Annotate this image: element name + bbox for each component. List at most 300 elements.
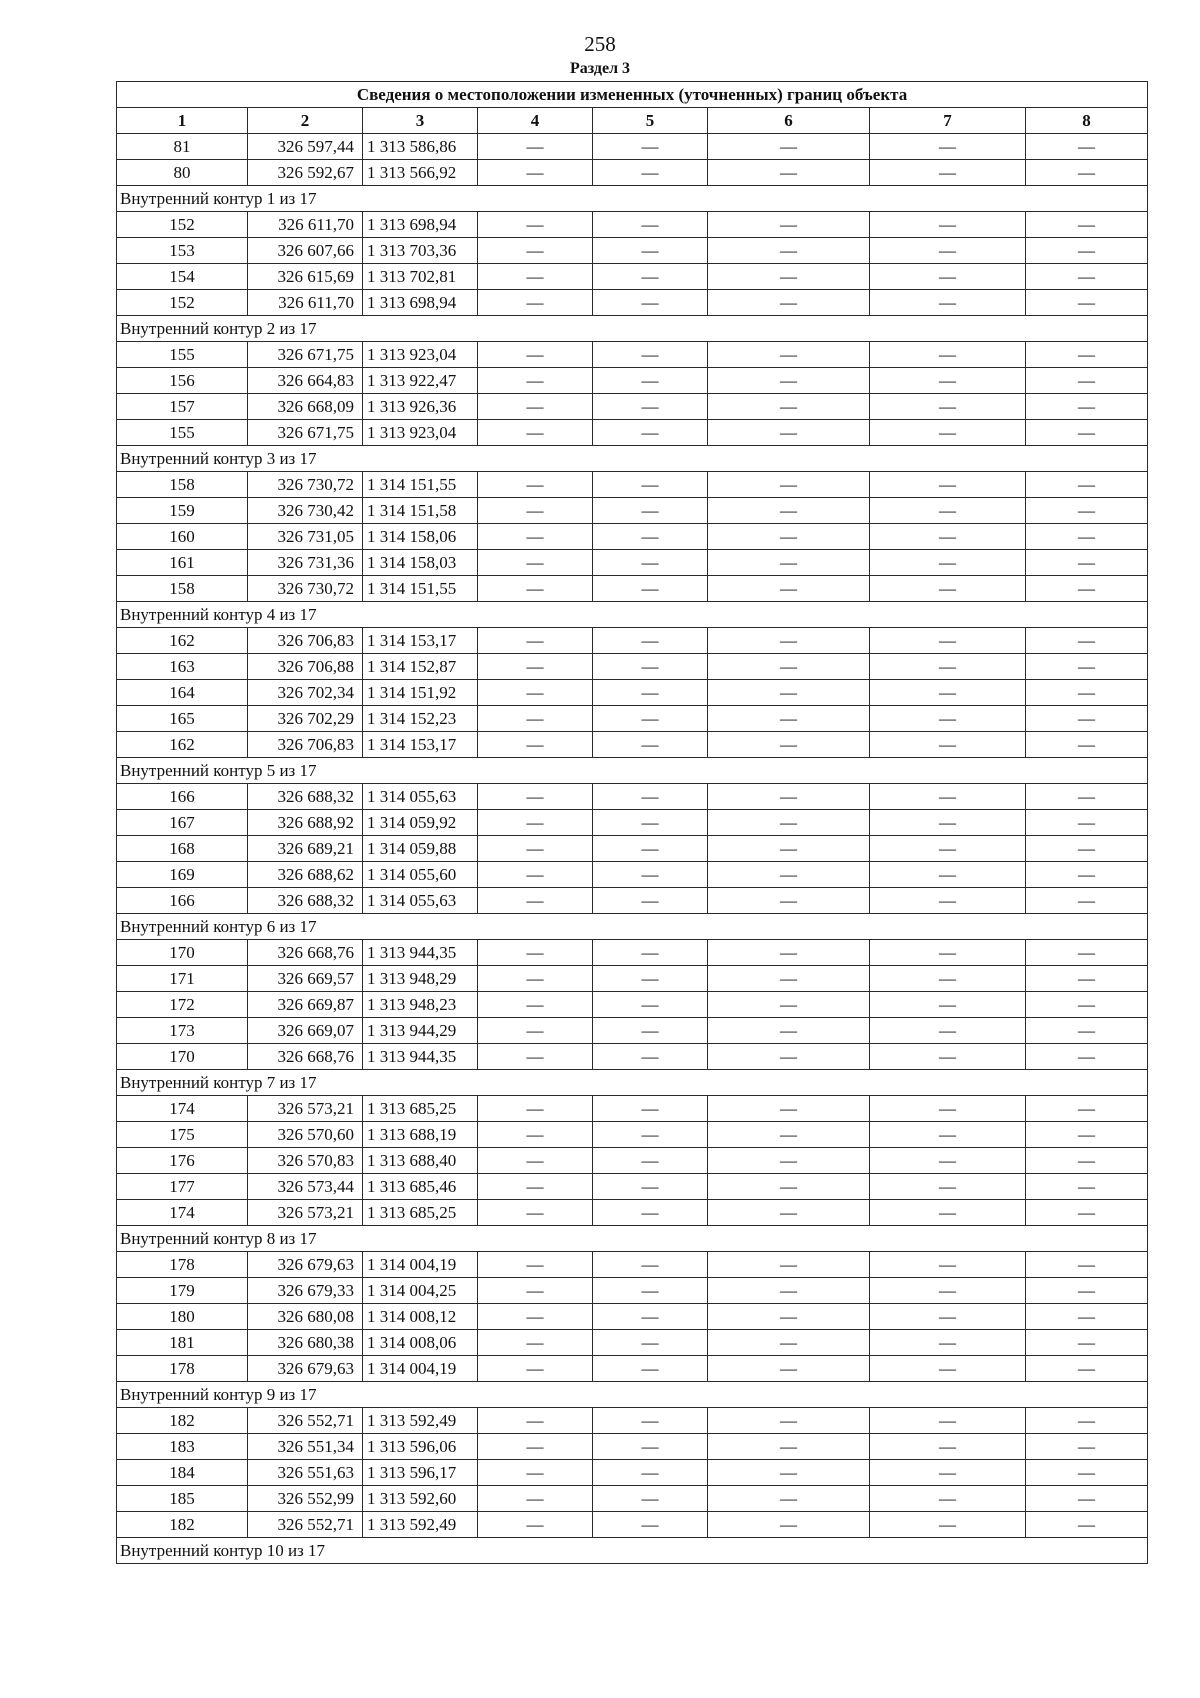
contour-label: Внутренний контур 4 из 17 bbox=[117, 602, 1148, 628]
x-coordinate: 326 611,70 bbox=[248, 290, 363, 316]
table-row bbox=[117, 1096, 1148, 1122]
table-row bbox=[117, 1356, 1148, 1382]
empty-cell: — bbox=[478, 1278, 593, 1304]
table-row bbox=[117, 212, 1148, 238]
empty-cell: — bbox=[593, 1200, 708, 1226]
point-number: 161 bbox=[117, 550, 248, 576]
empty-cell: — bbox=[478, 680, 593, 706]
empty-cell: — bbox=[593, 212, 708, 238]
point-number: 154 bbox=[117, 264, 248, 290]
point-number: 152 bbox=[117, 290, 248, 316]
empty-cell: — bbox=[593, 1044, 708, 1070]
y-coordinate: 1 313 702,81 bbox=[363, 264, 478, 290]
empty-cell: — bbox=[1026, 160, 1148, 186]
empty-cell: — bbox=[593, 550, 708, 576]
empty-cell: — bbox=[870, 472, 1026, 498]
table-row bbox=[117, 1486, 1148, 1512]
empty-cell: — bbox=[478, 1148, 593, 1174]
empty-cell: — bbox=[708, 1460, 870, 1486]
x-coordinate: 326 669,07 bbox=[248, 1018, 363, 1044]
empty-cell: — bbox=[478, 394, 593, 420]
point-number: 181 bbox=[117, 1330, 248, 1356]
point-number: 174 bbox=[117, 1096, 248, 1122]
empty-cell: — bbox=[708, 524, 870, 550]
empty-cell: — bbox=[708, 810, 870, 836]
empty-cell: — bbox=[593, 680, 708, 706]
point-number: 157 bbox=[117, 394, 248, 420]
empty-cell: — bbox=[1026, 784, 1148, 810]
empty-cell: — bbox=[593, 1096, 708, 1122]
empty-cell: — bbox=[870, 524, 1026, 550]
table-row bbox=[117, 134, 1148, 160]
empty-cell: — bbox=[1026, 420, 1148, 446]
point-number: 172 bbox=[117, 992, 248, 1018]
table-row bbox=[117, 1434, 1148, 1460]
empty-cell: — bbox=[870, 992, 1026, 1018]
empty-cell: — bbox=[1026, 1044, 1148, 1070]
empty-cell: — bbox=[478, 1096, 593, 1122]
x-coordinate: 326 680,08 bbox=[248, 1304, 363, 1330]
empty-cell: — bbox=[708, 368, 870, 394]
empty-cell: — bbox=[708, 394, 870, 420]
point-number: 170 bbox=[117, 940, 248, 966]
contour-label: Внутренний контур 2 из 17 bbox=[117, 316, 1148, 342]
contour-label: Внутренний контур 9 из 17 bbox=[117, 1382, 1148, 1408]
empty-cell: — bbox=[593, 134, 708, 160]
empty-cell: — bbox=[708, 862, 870, 888]
contour-header-row bbox=[117, 1382, 1148, 1408]
empty-cell: — bbox=[708, 1200, 870, 1226]
empty-cell: — bbox=[593, 732, 708, 758]
table-row bbox=[117, 1044, 1148, 1070]
empty-cell: — bbox=[708, 550, 870, 576]
x-coordinate: 326 706,88 bbox=[248, 654, 363, 680]
empty-cell: — bbox=[708, 290, 870, 316]
empty-cell: — bbox=[593, 472, 708, 498]
empty-cell: — bbox=[593, 420, 708, 446]
table-row bbox=[117, 836, 1148, 862]
empty-cell: — bbox=[708, 1174, 870, 1200]
empty-cell: — bbox=[593, 1148, 708, 1174]
empty-cell: — bbox=[1026, 810, 1148, 836]
empty-cell: — bbox=[593, 654, 708, 680]
empty-cell: — bbox=[1026, 1434, 1148, 1460]
table-row bbox=[117, 472, 1148, 498]
empty-cell: — bbox=[1026, 1304, 1148, 1330]
empty-cell: — bbox=[593, 238, 708, 264]
empty-cell: — bbox=[478, 1330, 593, 1356]
contour-label: Внутренний контур 5 из 17 bbox=[117, 758, 1148, 784]
y-coordinate: 1 313 596,06 bbox=[363, 1434, 478, 1460]
x-coordinate: 326 702,29 bbox=[248, 706, 363, 732]
point-number: 167 bbox=[117, 810, 248, 836]
empty-cell: — bbox=[478, 836, 593, 862]
empty-cell: — bbox=[708, 1304, 870, 1330]
table-row bbox=[117, 368, 1148, 394]
empty-cell: — bbox=[870, 1148, 1026, 1174]
empty-cell: — bbox=[870, 1096, 1026, 1122]
x-coordinate: 326 730,42 bbox=[248, 498, 363, 524]
y-coordinate: 1 314 059,92 bbox=[363, 810, 478, 836]
empty-cell: — bbox=[870, 1434, 1026, 1460]
empty-cell: — bbox=[478, 576, 593, 602]
empty-cell: — bbox=[708, 342, 870, 368]
point-number: 166 bbox=[117, 888, 248, 914]
point-number: 152 bbox=[117, 212, 248, 238]
empty-cell: — bbox=[1026, 1356, 1148, 1382]
y-coordinate: 1 313 698,94 bbox=[363, 290, 478, 316]
empty-cell: — bbox=[478, 238, 593, 264]
point-number: 155 bbox=[117, 342, 248, 368]
empty-cell: — bbox=[478, 212, 593, 238]
table-row bbox=[117, 706, 1148, 732]
table-row bbox=[117, 524, 1148, 550]
empty-cell: — bbox=[593, 1460, 708, 1486]
y-coordinate: 1 313 688,19 bbox=[363, 1122, 478, 1148]
y-coordinate: 1 313 688,40 bbox=[363, 1148, 478, 1174]
empty-cell: — bbox=[1026, 576, 1148, 602]
empty-cell: — bbox=[870, 290, 1026, 316]
x-coordinate: 326 679,63 bbox=[248, 1252, 363, 1278]
empty-cell: — bbox=[478, 1018, 593, 1044]
empty-cell: — bbox=[478, 524, 593, 550]
empty-cell: — bbox=[593, 342, 708, 368]
y-coordinate: 1 314 151,92 bbox=[363, 680, 478, 706]
empty-cell: — bbox=[1026, 290, 1148, 316]
empty-cell: — bbox=[708, 472, 870, 498]
empty-cell: — bbox=[478, 160, 593, 186]
empty-cell: — bbox=[478, 1486, 593, 1512]
point-number: 183 bbox=[117, 1434, 248, 1460]
empty-cell: — bbox=[708, 888, 870, 914]
empty-cell: — bbox=[708, 1408, 870, 1434]
y-coordinate: 1 314 151,55 bbox=[363, 576, 478, 602]
empty-cell: — bbox=[708, 212, 870, 238]
x-coordinate: 326 668,76 bbox=[248, 940, 363, 966]
point-number: 185 bbox=[117, 1486, 248, 1512]
empty-cell: — bbox=[870, 940, 1026, 966]
column-number: 7 bbox=[870, 108, 1026, 134]
empty-cell: — bbox=[593, 1018, 708, 1044]
empty-cell: — bbox=[593, 264, 708, 290]
empty-cell: — bbox=[1026, 264, 1148, 290]
column-number: 6 bbox=[708, 108, 870, 134]
empty-cell: — bbox=[708, 1018, 870, 1044]
x-coordinate: 326 664,83 bbox=[248, 368, 363, 394]
point-number: 156 bbox=[117, 368, 248, 394]
empty-cell: — bbox=[478, 888, 593, 914]
point-number: 158 bbox=[117, 576, 248, 602]
empty-cell: — bbox=[1026, 1460, 1148, 1486]
x-coordinate: 326 688,92 bbox=[248, 810, 363, 836]
empty-cell: — bbox=[870, 1278, 1026, 1304]
y-coordinate: 1 314 008,06 bbox=[363, 1330, 478, 1356]
empty-cell: — bbox=[1026, 394, 1148, 420]
table-row bbox=[117, 654, 1148, 680]
empty-cell: — bbox=[478, 472, 593, 498]
empty-cell: — bbox=[593, 290, 708, 316]
x-coordinate: 326 597,44 bbox=[248, 134, 363, 160]
empty-cell: — bbox=[1026, 966, 1148, 992]
x-coordinate: 326 607,66 bbox=[248, 238, 363, 264]
empty-cell: — bbox=[478, 1174, 593, 1200]
empty-cell: — bbox=[1026, 524, 1148, 550]
empty-cell: — bbox=[478, 550, 593, 576]
boundary-coordinates-table bbox=[116, 81, 1148, 1564]
y-coordinate: 1 313 566,92 bbox=[363, 160, 478, 186]
point-number: 81 bbox=[117, 134, 248, 160]
table-row bbox=[117, 992, 1148, 1018]
empty-cell: — bbox=[478, 966, 593, 992]
page-number: 258 bbox=[584, 32, 616, 56]
x-coordinate: 326 669,57 bbox=[248, 966, 363, 992]
empty-cell: — bbox=[708, 1096, 870, 1122]
point-number: 175 bbox=[117, 1122, 248, 1148]
empty-cell: — bbox=[1026, 550, 1148, 576]
contour-header-row bbox=[117, 1070, 1148, 1096]
table-caption-row bbox=[117, 82, 1148, 108]
table-row bbox=[117, 550, 1148, 576]
point-number: 166 bbox=[117, 784, 248, 810]
column-number: 2 bbox=[248, 108, 363, 134]
point-number: 162 bbox=[117, 732, 248, 758]
table-row bbox=[117, 1278, 1148, 1304]
y-coordinate: 1 314 158,03 bbox=[363, 550, 478, 576]
x-coordinate: 326 679,63 bbox=[248, 1356, 363, 1382]
contour-label: Внутренний контур 10 из 17 bbox=[117, 1538, 1148, 1564]
column-number-row bbox=[117, 108, 1148, 134]
empty-cell: — bbox=[870, 1200, 1026, 1226]
empty-cell: — bbox=[870, 160, 1026, 186]
empty-cell: — bbox=[870, 342, 1026, 368]
point-number: 165 bbox=[117, 706, 248, 732]
empty-cell: — bbox=[478, 654, 593, 680]
y-coordinate: 1 314 153,17 bbox=[363, 732, 478, 758]
empty-cell: — bbox=[870, 1018, 1026, 1044]
x-coordinate: 326 668,09 bbox=[248, 394, 363, 420]
empty-cell: — bbox=[870, 654, 1026, 680]
empty-cell: — bbox=[593, 1330, 708, 1356]
point-number: 155 bbox=[117, 420, 248, 446]
y-coordinate: 1 314 158,06 bbox=[363, 524, 478, 550]
empty-cell: — bbox=[870, 836, 1026, 862]
column-number: 4 bbox=[478, 108, 593, 134]
empty-cell: — bbox=[478, 706, 593, 732]
empty-cell: — bbox=[478, 1252, 593, 1278]
x-coordinate: 326 615,69 bbox=[248, 264, 363, 290]
point-number: 184 bbox=[117, 1460, 248, 1486]
empty-cell: — bbox=[478, 732, 593, 758]
table-row bbox=[117, 1330, 1148, 1356]
point-number: 177 bbox=[117, 1174, 248, 1200]
x-coordinate: 326 552,71 bbox=[248, 1408, 363, 1434]
empty-cell: — bbox=[708, 160, 870, 186]
y-coordinate: 1 313 948,23 bbox=[363, 992, 478, 1018]
table-row bbox=[117, 160, 1148, 186]
empty-cell: — bbox=[593, 992, 708, 1018]
x-coordinate: 326 573,21 bbox=[248, 1200, 363, 1226]
empty-cell: — bbox=[593, 498, 708, 524]
empty-cell: — bbox=[593, 160, 708, 186]
y-coordinate: 1 314 055,63 bbox=[363, 888, 478, 914]
contour-header-row bbox=[117, 758, 1148, 784]
empty-cell: — bbox=[870, 1356, 1026, 1382]
empty-cell: — bbox=[708, 1278, 870, 1304]
y-coordinate: 1 313 586,86 bbox=[363, 134, 478, 160]
empty-cell: — bbox=[870, 1486, 1026, 1512]
y-coordinate: 1 313 596,17 bbox=[363, 1460, 478, 1486]
x-coordinate: 326 688,32 bbox=[248, 888, 363, 914]
empty-cell: — bbox=[870, 420, 1026, 446]
y-coordinate: 1 314 152,23 bbox=[363, 706, 478, 732]
empty-cell: — bbox=[478, 1408, 593, 1434]
empty-cell: — bbox=[593, 576, 708, 602]
empty-cell: — bbox=[593, 394, 708, 420]
empty-cell: — bbox=[1026, 1122, 1148, 1148]
empty-cell: — bbox=[478, 1200, 593, 1226]
empty-cell: — bbox=[708, 420, 870, 446]
empty-cell: — bbox=[1026, 680, 1148, 706]
y-coordinate: 1 314 151,58 bbox=[363, 498, 478, 524]
empty-cell: — bbox=[1026, 498, 1148, 524]
section-title: Раздел 3 bbox=[569, 60, 631, 77]
empty-cell: — bbox=[870, 1330, 1026, 1356]
point-number: 163 bbox=[117, 654, 248, 680]
empty-cell: — bbox=[708, 966, 870, 992]
x-coordinate: 326 671,75 bbox=[248, 342, 363, 368]
empty-cell: — bbox=[1026, 1512, 1148, 1538]
empty-cell: — bbox=[593, 1304, 708, 1330]
empty-cell: — bbox=[708, 628, 870, 654]
empty-cell: — bbox=[593, 1512, 708, 1538]
empty-cell: — bbox=[593, 862, 708, 888]
point-number: 171 bbox=[117, 966, 248, 992]
point-number: 169 bbox=[117, 862, 248, 888]
y-coordinate: 1 313 944,29 bbox=[363, 1018, 478, 1044]
empty-cell: — bbox=[870, 680, 1026, 706]
table-row bbox=[117, 420, 1148, 446]
empty-cell: — bbox=[478, 1122, 593, 1148]
empty-cell: — bbox=[1026, 238, 1148, 264]
y-coordinate: 1 313 923,04 bbox=[363, 342, 478, 368]
empty-cell: — bbox=[870, 966, 1026, 992]
empty-cell: — bbox=[870, 784, 1026, 810]
empty-cell: — bbox=[708, 1330, 870, 1356]
empty-cell: — bbox=[708, 706, 870, 732]
contour-header-row bbox=[117, 602, 1148, 628]
empty-cell: — bbox=[593, 1434, 708, 1460]
x-coordinate: 326 730,72 bbox=[248, 472, 363, 498]
table-body bbox=[117, 134, 1148, 1564]
contour-label: Внутренний контур 6 из 17 bbox=[117, 914, 1148, 940]
table-row bbox=[117, 1512, 1148, 1538]
contour-label: Внутренний контур 1 из 17 bbox=[117, 186, 1148, 212]
empty-cell: — bbox=[1026, 1486, 1148, 1512]
y-coordinate: 1 313 944,35 bbox=[363, 940, 478, 966]
empty-cell: — bbox=[478, 342, 593, 368]
x-coordinate: 326 552,71 bbox=[248, 1512, 363, 1538]
table-row bbox=[117, 1200, 1148, 1226]
point-number: 174 bbox=[117, 1200, 248, 1226]
x-coordinate: 326 570,83 bbox=[248, 1148, 363, 1174]
empty-cell: — bbox=[478, 1044, 593, 1070]
table-row bbox=[117, 940, 1148, 966]
y-coordinate: 1 313 944,35 bbox=[363, 1044, 478, 1070]
point-number: 176 bbox=[117, 1148, 248, 1174]
empty-cell: — bbox=[593, 1408, 708, 1434]
contour-label: Внутренний контур 7 из 17 bbox=[117, 1070, 1148, 1096]
x-coordinate: 326 688,32 bbox=[248, 784, 363, 810]
y-coordinate: 1 314 153,17 bbox=[363, 628, 478, 654]
x-coordinate: 326 671,75 bbox=[248, 420, 363, 446]
point-number: 162 bbox=[117, 628, 248, 654]
table-row bbox=[117, 628, 1148, 654]
point-number: 170 bbox=[117, 1044, 248, 1070]
table-row bbox=[117, 394, 1148, 420]
table-row bbox=[117, 1304, 1148, 1330]
empty-cell: — bbox=[870, 1408, 1026, 1434]
empty-cell: — bbox=[593, 1486, 708, 1512]
point-number: 182 bbox=[117, 1408, 248, 1434]
point-number: 180 bbox=[117, 1304, 248, 1330]
empty-cell: — bbox=[708, 1512, 870, 1538]
x-coordinate: 326 679,33 bbox=[248, 1278, 363, 1304]
table-row bbox=[117, 1018, 1148, 1044]
y-coordinate: 1 313 685,46 bbox=[363, 1174, 478, 1200]
y-coordinate: 1 314 004,19 bbox=[363, 1252, 478, 1278]
contour-header-row bbox=[117, 446, 1148, 472]
empty-cell: — bbox=[478, 1512, 593, 1538]
y-coordinate: 1 314 152,87 bbox=[363, 654, 478, 680]
empty-cell: — bbox=[478, 498, 593, 524]
empty-cell: — bbox=[593, 836, 708, 862]
empty-cell: — bbox=[870, 1304, 1026, 1330]
empty-cell: — bbox=[870, 1044, 1026, 1070]
contour-label: Внутренний контур 3 из 17 bbox=[117, 446, 1148, 472]
empty-cell: — bbox=[708, 1148, 870, 1174]
empty-cell: — bbox=[708, 836, 870, 862]
empty-cell: — bbox=[708, 940, 870, 966]
empty-cell: — bbox=[593, 810, 708, 836]
empty-cell: — bbox=[478, 1434, 593, 1460]
empty-cell: — bbox=[870, 498, 1026, 524]
empty-cell: — bbox=[1026, 1096, 1148, 1122]
empty-cell: — bbox=[478, 1460, 593, 1486]
x-coordinate: 326 551,34 bbox=[248, 1434, 363, 1460]
y-coordinate: 1 313 922,47 bbox=[363, 368, 478, 394]
point-number: 159 bbox=[117, 498, 248, 524]
empty-cell: — bbox=[478, 134, 593, 160]
table-row bbox=[117, 290, 1148, 316]
y-coordinate: 1 313 592,49 bbox=[363, 1512, 478, 1538]
contour-header-row bbox=[117, 316, 1148, 342]
empty-cell: — bbox=[593, 1356, 708, 1382]
empty-cell: — bbox=[1026, 1330, 1148, 1356]
empty-cell: — bbox=[1026, 1200, 1148, 1226]
table-row bbox=[117, 732, 1148, 758]
empty-cell: — bbox=[478, 368, 593, 394]
empty-cell: — bbox=[870, 628, 1026, 654]
empty-cell: — bbox=[1026, 628, 1148, 654]
empty-cell: — bbox=[593, 1252, 708, 1278]
x-coordinate: 326 730,72 bbox=[248, 576, 363, 602]
x-coordinate: 326 573,21 bbox=[248, 1096, 363, 1122]
empty-cell: — bbox=[870, 264, 1026, 290]
column-number: 5 bbox=[593, 108, 708, 134]
empty-cell: — bbox=[593, 940, 708, 966]
table-row bbox=[117, 680, 1148, 706]
empty-cell: — bbox=[708, 992, 870, 1018]
